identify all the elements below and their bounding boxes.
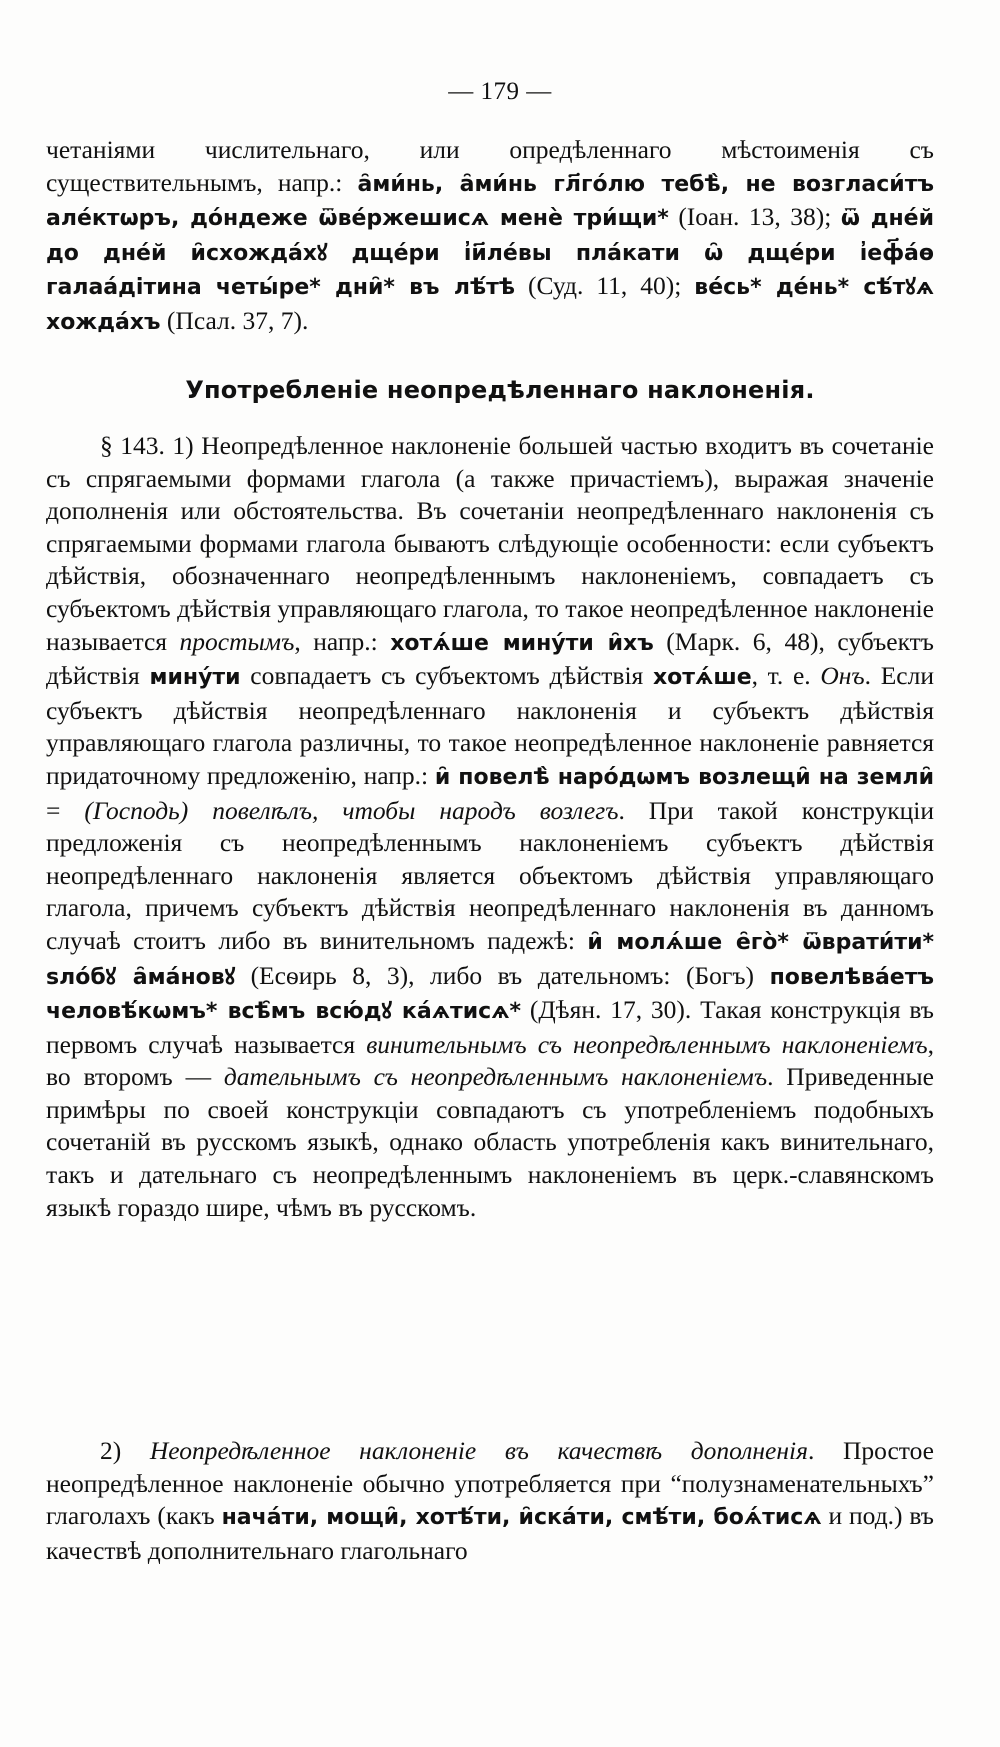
church-slavonic-quote: хотѧ́ше [652,665,752,691]
paragraph-top [46,134,934,340]
text-run: . При такой конструкціи предложенія съ неопредѣленнымъ наклоненіемъ субъектъ дѣйствія неопредѣленнаго наклоненія является объектомъ дѣйствія управляющаго глагола, причемъ субъектъ дѣйствія неопредѣленнаго наклоненія въ данномъ случаѣ стоитъ либо въ винительномъ падежѣ: [46,795,934,955]
text-run: и под.) въ качествѣ дополнительнаго глагольнаго [46,1501,934,1565]
church-slavonic-quote: а̑ми́нь, а̑ми́нь гл҃го́лю тебѣ̀, не возгласи́тъ але́ктѡръ, до́ндеже ѿве́ржешисѧ менѐ три́щи* [46,171,934,232]
italic-term: (Господь) повелѣлъ, чтобы народъ возлегъ [84,795,619,825]
text-run: , во второмъ — [46,1029,935,1092]
text-run: четаніями числительнаго, или опредѣленнаго мѣстоименія съ существительнымъ, напр.: [46,135,934,197]
italic-term: дательнымъ съ неопредѣленнымъ наклоненіемъ [223,1062,768,1092]
text-run: . Приведенные примѣры по своей конструкціи совпадаютъ съ употребленіемъ подобныхъ сочетаній въ русскомъ языкѣ, однако область употребленія какъ винительнаго, такъ и дательнаго съ неопредѣленнымъ наклоненіемъ въ церк.-славянскомъ языкѣ гораздо шире, чѣмъ въ русскомъ. [46,1062,934,1222]
italic-term: простымъ [179,626,295,656]
italic-term: Неопредѣленное наклоненіе въ качествѣ дополненія [149,1436,808,1465]
text-run: (Псал. 37, 7). [160,305,309,335]
church-slavonic-quote: повелѣва́етъ человѣ́кѡмъ* всѣ̑мъ всю́дꙋ ка́ѧтисѧ* [46,964,935,1025]
page-number: — 179 — [448,78,552,105]
text-run: (Марк. 6, 48), субъектъ дѣйствія [46,626,934,691]
church-slavonic-quote: мину́ти [149,665,241,691]
text-run: , напр.: [294,626,391,656]
italic-term: Онъ [820,661,865,691]
section-heading: Употребленіе неопредѣленнаго наклоненія. [185,376,815,404]
text-run: , т. е. [751,661,821,691]
italic-term: винительнымъ съ неопредѣленнымъ наклоненіемъ [366,1029,928,1059]
text-run: (Дѣян. 17, 30). Такая конструкція въ первомъ случаѣ называется [46,995,934,1059]
church-slavonic-quote: и̑ повелѣ̀ наро́дѡмъ возлещи̑ на земли̑ [434,764,934,790]
church-slavonic-quote: ве́сь* де́нь* сѣ́тꙋѧ хожда́хъ [46,275,934,335]
church-slavonic-quote: хотѧ́ше мину́ти и̑хъ [390,630,654,656]
text-run: . Если субъектъ дѣйствія неопредѣленнаго наклоненія и субъектъ дѣйствія управляющаго глагола различны, то такое неопредѣленное наклоненіе равняется придаточному предложенію, напр.: [46,661,934,790]
church-slavonic-quote: нача́ти, мощи̑, хотѣ́ти, и̑ска́ти, смѣ́ти, боѧ́тисѧ [221,1505,822,1531]
text-run: § 143. 1) Неопредѣленное наклоненіе большей частью входитъ въ сочетаніе съ спрягаемыми формами глагола (а также причастіемъ), выражая значеніе дополненія или обстоятельства. Въ сочетаніи неопредѣленнаго наклоненія съ спрягаемыми формами глагола бываютъ слѣдующіе особенности: если субъектъ дѣйствія, обозначеннаго неопредѣленнымъ наклоненіемъ, совпадаетъ съ субъектомъ дѣйствія управляющаго глагола, то такое неопредѣленное наклоненіе называется [46,431,934,656]
text-run: . Простое неопредѣленное наклоненіе обычно употребляется при “полузнаменательныхъ” глаголахъ (какъ [46,1436,934,1531]
text-run: (Іоан. 13, 38); [668,202,841,232]
church-slavonic-quote: и̑ молѧ́ше е̑го̀* ѿврати́ти* ѕло́бꙋ а̑ма́новꙋ [46,929,935,990]
church-slavonic-quote: ѿ дне́й до дне́й и̑схожда́хꙋ дще́ри і̓и҃ле́вы пла́кати ѡ̑ дще́ри і̓еф҃а́ѳ галаа́дітина четы́ре* дни̑* въ лѣ́тѣ [46,206,935,301]
text-run: совпадаетъ съ субъектомъ дѣйствія [240,661,653,691]
text-run: 2) [100,1436,150,1465]
paragraph-143 [46,430,934,1224]
text-run: = [46,795,85,825]
paragraph-2 [46,1435,934,1567]
text-run: (Есѳирь 8, 3), либо въ дательномъ: (Богъ) [235,960,770,990]
text-run: (Суд. 11, 40); [515,271,695,301]
